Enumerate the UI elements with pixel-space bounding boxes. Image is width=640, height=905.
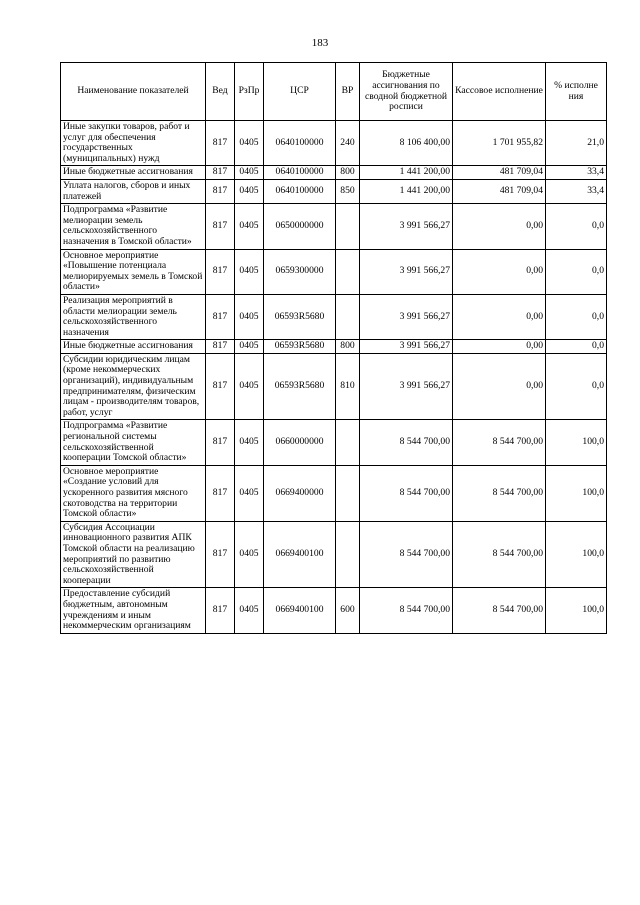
cell-vr — [336, 521, 360, 588]
cell-assigned: 8 106 400,00 — [360, 121, 453, 166]
cell-cash: 8 544 700,00 — [453, 420, 546, 465]
cell-rzpr: 0405 — [235, 249, 264, 294]
cell-name: Подпрограмма «Развитие мелиорации земель сельскохозяйственного назначения в Томской области» — [61, 204, 206, 249]
cell-vr — [336, 420, 360, 465]
cell-name: Подпрограмма «Развитие региональной системы сельскохозяйственной кооперации Томской области» — [61, 420, 206, 465]
cell-assigned: 8 544 700,00 — [360, 521, 453, 588]
cell-percent: 100,0 — [546, 521, 607, 588]
cell-cash: 0,00 — [453, 340, 546, 354]
header-assigned: Бюджетные ассигнования по сводной бюджетной росписи — [360, 63, 453, 121]
cell-csr: 0650000000 — [264, 204, 336, 249]
cell-rzpr: 0405 — [235, 465, 264, 521]
cell-ved: 817 — [206, 204, 235, 249]
cell-vr — [336, 249, 360, 294]
table-row — [61, 294, 607, 339]
cell-cash: 8 544 700,00 — [453, 465, 546, 521]
cell-name: Субсидии юридическим лицам (кроме некоммерческих организаций), индивидуальным предпринимателям, физическим лицам - производителям товаров, работ, услуг — [61, 353, 206, 420]
cell-name: Иные бюджетные ассигнования — [61, 166, 206, 180]
cell-assigned: 3 991 566,27 — [360, 204, 453, 249]
cell-ved: 817 — [206, 166, 235, 180]
cell-ved: 817 — [206, 294, 235, 339]
header-cash: Кассовое исполнение — [453, 63, 546, 121]
cell-assigned: 3 991 566,27 — [360, 294, 453, 339]
cell-cash: 8 544 700,00 — [453, 521, 546, 588]
cell-name: Основное мероприятие «Создание условий для ускоренного развития мясного скотоводства на территории Томской области» — [61, 465, 206, 521]
cell-cash: 1 701 955,82 — [453, 121, 546, 166]
table-row — [61, 465, 607, 521]
table-row — [61, 420, 607, 465]
cell-rzpr: 0405 — [235, 294, 264, 339]
cell-ved: 817 — [206, 521, 235, 588]
cell-vr — [336, 204, 360, 249]
cell-csr: 06593R5680 — [264, 294, 336, 339]
cell-rzpr: 0405 — [235, 521, 264, 588]
cell-percent: 33,4 — [546, 179, 607, 203]
table-row — [61, 249, 607, 294]
table-row — [61, 179, 607, 203]
cell-rzpr: 0405 — [235, 340, 264, 354]
cell-name: Иные закупки товаров, работ и услуг для обеспечения государственных (муниципальных) нужд — [61, 121, 206, 166]
cell-name: Иные бюджетные ассигнования — [61, 340, 206, 354]
cell-percent: 0,0 — [546, 249, 607, 294]
cell-name: Основное мероприятие «Повышение потенциала мелиорируемых земель в Томской области» — [61, 249, 206, 294]
cell-ved: 817 — [206, 121, 235, 166]
table-body — [61, 121, 607, 634]
cell-csr: 0659300000 — [264, 249, 336, 294]
cell-csr: 0669400100 — [264, 521, 336, 588]
cell-vr — [336, 294, 360, 339]
table-header-row — [61, 63, 607, 121]
cell-vr: 600 — [336, 588, 360, 633]
cell-ved: 817 — [206, 340, 235, 354]
cell-assigned: 3 991 566,27 — [360, 353, 453, 420]
header-csr: ЦСР — [264, 63, 336, 121]
cell-vr: 240 — [336, 121, 360, 166]
cell-percent: 100,0 — [546, 588, 607, 633]
cell-rzpr: 0405 — [235, 353, 264, 420]
table-row — [61, 166, 607, 180]
cell-ved: 817 — [206, 179, 235, 203]
cell-percent: 0,0 — [546, 294, 607, 339]
cell-percent: 100,0 — [546, 420, 607, 465]
cell-cash: 8 544 700,00 — [453, 588, 546, 633]
cell-cash: 0,00 — [453, 249, 546, 294]
cell-csr: 0669400100 — [264, 588, 336, 633]
cell-cash: 481 709,04 — [453, 179, 546, 203]
cell-vr: 810 — [336, 353, 360, 420]
cell-csr: 0669400000 — [264, 465, 336, 521]
header-vr: ВР — [336, 63, 360, 121]
cell-ved: 817 — [206, 465, 235, 521]
cell-assigned: 8 544 700,00 — [360, 588, 453, 633]
cell-vr — [336, 465, 360, 521]
cell-percent: 33,4 — [546, 166, 607, 180]
cell-vr: 850 — [336, 179, 360, 203]
cell-csr: 06593R5680 — [264, 340, 336, 354]
cell-rzpr: 0405 — [235, 121, 264, 166]
cell-ved: 817 — [206, 249, 235, 294]
cell-csr: 0640100000 — [264, 166, 336, 180]
cell-csr: 0660000000 — [264, 420, 336, 465]
cell-vr: 800 — [336, 340, 360, 354]
cell-percent: 0,0 — [546, 204, 607, 249]
cell-ved: 817 — [206, 588, 235, 633]
cell-percent: 0,0 — [546, 353, 607, 420]
cell-percent: 0,0 — [546, 340, 607, 354]
table-row — [61, 121, 607, 166]
table-row — [61, 353, 607, 420]
page-number: 183 — [311, 37, 329, 49]
cell-cash: 481 709,04 — [453, 166, 546, 180]
cell-assigned: 3 991 566,27 — [360, 249, 453, 294]
cell-vr: 800 — [336, 166, 360, 180]
cell-name: Субсидия Ассоциации инновационного развития АПК Томской области на реализацию мероприятий по развитию сельскохозяйственной кооперации — [61, 521, 206, 588]
cell-assigned: 3 991 566,27 — [360, 340, 453, 354]
cell-name: Реализация мероприятий в области мелиорации земель сельскохозяйственного назначения — [61, 294, 206, 339]
header-rzpr: РзПр — [235, 63, 264, 121]
cell-cash: 0,00 — [453, 294, 546, 339]
cell-rzpr: 0405 — [235, 204, 264, 249]
cell-ved: 817 — [206, 353, 235, 420]
cell-ved: 817 — [206, 420, 235, 465]
header-name: Наименование показателей — [61, 63, 206, 121]
cell-percent: 100,0 — [546, 465, 607, 521]
cell-rzpr: 0405 — [235, 166, 264, 180]
cell-assigned: 8 544 700,00 — [360, 420, 453, 465]
table-row — [61, 521, 607, 588]
cell-rzpr: 0405 — [235, 179, 264, 203]
budget-table — [60, 62, 607, 634]
cell-rzpr: 0405 — [235, 588, 264, 633]
cell-csr: 06593R5680 — [264, 353, 336, 420]
header-percent: % исполне ния — [546, 63, 607, 121]
cell-cash: 0,00 — [453, 204, 546, 249]
cell-assigned: 1 441 200,00 — [360, 179, 453, 203]
cell-name: Уплата налогов, сборов и иных платежей — [61, 179, 206, 203]
cell-assigned: 8 544 700,00 — [360, 465, 453, 521]
cell-rzpr: 0405 — [235, 420, 264, 465]
table-row — [61, 204, 607, 249]
cell-csr: 0640100000 — [264, 121, 336, 166]
header-ved: Вед — [206, 63, 235, 121]
cell-csr: 0640100000 — [264, 179, 336, 203]
table-row — [61, 588, 607, 633]
table-row — [61, 340, 607, 354]
cell-percent: 21,0 — [546, 121, 607, 166]
cell-name: Предоставление субсидий бюджетным, автономным учреждениям и иным некоммерческим организациям — [61, 588, 206, 633]
cell-cash: 0,00 — [453, 353, 546, 420]
cell-assigned: 1 441 200,00 — [360, 166, 453, 180]
